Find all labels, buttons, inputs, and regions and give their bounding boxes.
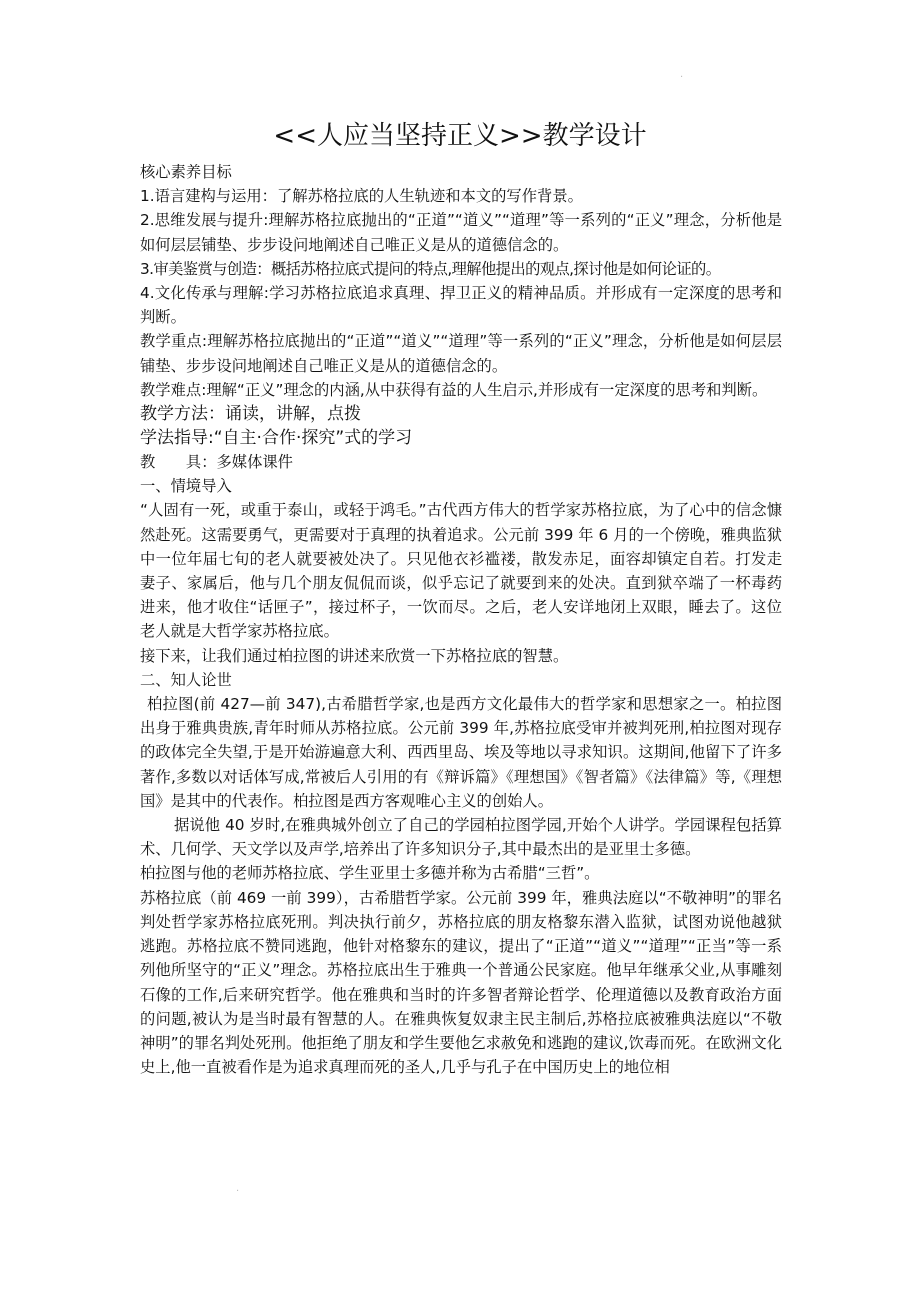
section2-paragraph-2: 据说他 40 岁时,在雅典城外创立了自己的学园柏拉图学园,开始个人讲学。学园课程包括算术、几何学、天文学以及声学,培养出了许多知识分子,其中最杰出的是亚里士多德。 (140, 816, 782, 859)
teaching-method: 教学方法：诵读，讲解，点拨 (140, 404, 361, 425)
section2-paragraph-4: 苏格拉底（前 469 一前 399），古希腊哲学家。公元前 399 年，雅典法庭以“不敬神明”的罪名判处哲学家苏格拉底死刑。判决执行前夕，苏格拉底的朋友格黎东潜入监狱，试图劝说他越狱逃跑。苏格拉底不赞同逃跑，他针对格黎东的建议，提出了“正道”“道义”“道理”“正当”等一系列他所坚守的“正义”理念。苏格拉底出生于雅典一个普通公民家庭。他早年继承父业,从事雕刻石像的工作,后来研究哲学。他在雅典和当时的许多智者辩论哲学、伦理道德以及教育政治方面的问题,被认为是当时最有智慧的人。在雅典恢复奴隶主民主制后,苏格拉底被雅典法庭以“不敬神明”的罪名判处死刑。他拒绝了朋友和学生要他乞求赦免和逃跑的建议,饮毒而死。在欧洲文化史上,他一直被看作是为追求真理而死的圣人,几乎与孔子在中国历史上的地位相 (140, 888, 782, 1077)
section2-heading: 二、知人论世 (140, 670, 232, 689)
study-guide: 学法指导:“自主·合作·探究”式的学习 (140, 428, 413, 449)
scan-dot: · (236, 1186, 240, 1197)
goal-item-4: 4.文化传承与理解:学习苏格拉底追求真理、捍卫正义的精神品质。并形成有一定深度的思考和判断。 (140, 284, 782, 327)
goal-item-2: 2.思维发展与提升:理解苏格拉底抛出的“正道”“道义”“道理”等一系列的“正义”理念，分析他是如何层层铺垫、步步设问地阐述自己唯正义是从的道德信念的。 (140, 211, 782, 254)
goal-item-3: 3.审美鉴赏与创造：概括苏格拉底式提问的特点,理解他提出的观点,探讨他是如何论证的。 (140, 259, 721, 278)
section2-paragraph-3: 柏拉图与他的老师苏格拉底、学生亚里士多德并称为古希腊“三哲”。 (140, 864, 600, 883)
document-title: <<人应当坚持正义>>教学设计 (273, 121, 647, 151)
goal-item-1: 1.语言建构与运用：了解苏格拉底的人生轨迹和本文的写作背景。 (140, 187, 583, 206)
section2-paragraph-1: 柏拉图(前 427—前 347),古希腊哲学家,也是西方文化最伟大的哲学家和思想家之一。柏拉图出身于雅典贵族,青年时师从苏格拉底。公元前 399 年,苏格拉底受审并被判死刑,柏拉图对现存的政体完全失望,于是开始游遍意大利、西西里岛、埃及等地以寻求知识。这期间,他留下了许多著作,多数以对话体写成,常被后人引用的有《辩诉篇》《理想国》《智者篇》《法律篇》等,《理想国》是其中的代表作。柏拉图是西方客观唯心主义的创始人。 (140, 695, 782, 810)
section1-paragraph: “人固有一死，或重于泰山，或轻于鸿毛。”古代西方伟大的哲学家苏格拉底，为了心中的信念慷然赴死。这需要勇气，更需要对于真理的执着追求。公元前 399 年 6 月的一个傍晚，雅典监狱中一位年届七旬的老人就要被处决了。只见他衣衫褴褛，散发赤足，面容却镇定自若。打发走妻子、家属后，他与几个朋友侃侃而谈，似乎忘记了就要到来的处决。直到狱卒端了一杯毒药进来，他才收住“话匣子”，接过杯子，一饮而尽。之后，老人安详地闭上双眼，睡去了。这位老人就是大哲学家苏格拉底。 (140, 501, 782, 641)
section1-paragraph-2: 接下来，让我们通过柏拉图的讲述来欣赏一下苏格拉底的智慧。 (140, 646, 569, 665)
section1-heading: 一、情境导入 (140, 477, 232, 496)
goals-heading: 核心素养目标 (140, 163, 232, 181)
scan-dot: · (680, 72, 684, 83)
teaching-tools: 教 具：多媒体课件 (140, 453, 293, 472)
difficulties: 教学难点:理解“正义”理念的内涵,从中获得有益的人生启示,并形成有一定深度的思考和判断。 (140, 380, 768, 399)
key-points: 教学重点:理解苏格拉底抛出的“正道”“道义”“道理”等一系列的“正义”理念，分析他是如何层层铺垫、步步设问地阐述自己唯正义是从的道德信念的。 (140, 332, 782, 375)
document-body (140, 160, 782, 1079)
